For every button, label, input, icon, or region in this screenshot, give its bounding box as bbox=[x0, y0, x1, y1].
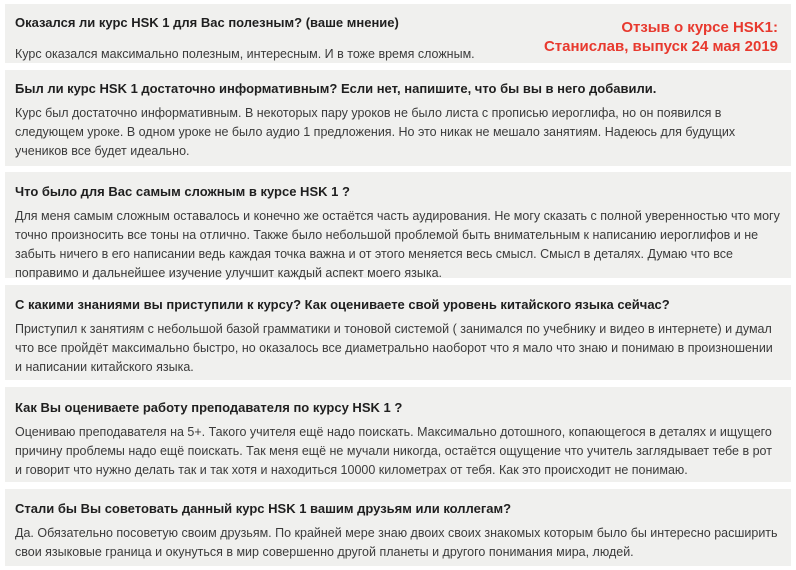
question-4: С какими знаниями вы приступили к курсу? Как оцениваете свой уровень китайского языка сейчас? bbox=[15, 297, 670, 312]
question-3: Что было для Вас самым сложным в курсе HSK 1 ? bbox=[15, 184, 350, 199]
review-card-5 bbox=[5, 387, 791, 482]
review-card-1 bbox=[5, 4, 791, 63]
review-card-3 bbox=[5, 172, 791, 278]
answer-2: Курс был достаточно информативным. В некоторых пару уроков не было листа с прописью иероглифа, но он появился в следующем уроке. В одном уроке не было аудио 1 предложения. Но это никак не мешало занятиям. Надеюсь для будущих учеников все будет идеально. bbox=[15, 106, 736, 158]
answer-4: Приступил к занятиям с небольшой базой грамматики и тоновой системой ( занимался по учебнику и видео в интернете) и думал что все пройдёт максимально быстро, но оказалось все диаметрально наоборот что я мало что знаю и понимаю в произношении и написании китайского языка. bbox=[15, 322, 773, 374]
answer-3: Для меня самым сложным оставалось и конечно же остаётся часть аудирования. Не могу сказать с полной уверенностью что могу точно произносить все тоны на отлично. Также было небольшой проблемой быть внимательным к написанию иероглифов и не забыть ничего в его написании ведь каждая точка важна и от этого меняется весь смысл. Смысл в деталях. Думаю что все поправимо и дальнейшее изучение улучшит каждый аспект моего языка. bbox=[15, 209, 780, 280]
question-6: Стали бы Вы советовать данный курс HSK 1 вашим друзьям или коллегам? bbox=[15, 501, 512, 516]
review-card-6 bbox=[5, 489, 791, 566]
review-title-line2: Станислав, выпуск 24 мая 2019 bbox=[543, 38, 778, 55]
answer-5: Оцениваю преподавателя на 5+. Такого учителя ещё надо поискать. Максимально дотошного, копающегося в деталях и ищущего причину проблемы надо ещё поискать. Так меня ещё не мучали никогда, остаётся ощущение что учитель заглядывает тебе в рот и говорит что нужно делать так и так хотя и находиться 10000 километрах от тебя. Как это происходит не понимаю. bbox=[15, 425, 772, 477]
question-5: Как Вы оцениваете работу преподавателя по курсу HSK 1 ? bbox=[15, 400, 403, 415]
review-title-line1: Отзыв о курсе HSK1: bbox=[621, 19, 778, 36]
answer-1: Курс оказался максимально полезным, интересным. И в тоже время сложным. bbox=[15, 47, 475, 61]
review-card-2 bbox=[5, 70, 791, 166]
review-title-badge bbox=[544, 18, 778, 56]
question-2: Был ли курс HSK 1 достаточно информативным? Если нет, напишите, что бы вы в него добавили. bbox=[15, 81, 657, 96]
question-1: Оказался ли курс HSK 1 для Вас полезным? (ваше мнение) bbox=[15, 15, 399, 30]
review-card-4 bbox=[5, 285, 791, 380]
answer-6: Да. Обязательно посоветую своим друзьям. По крайней мере знаю двоих своих знакомых которым было бы интересно расширить свои языковые граница и окунуться в мир совершенно другой планеты и другого понимания мира, людей. bbox=[15, 526, 778, 559]
